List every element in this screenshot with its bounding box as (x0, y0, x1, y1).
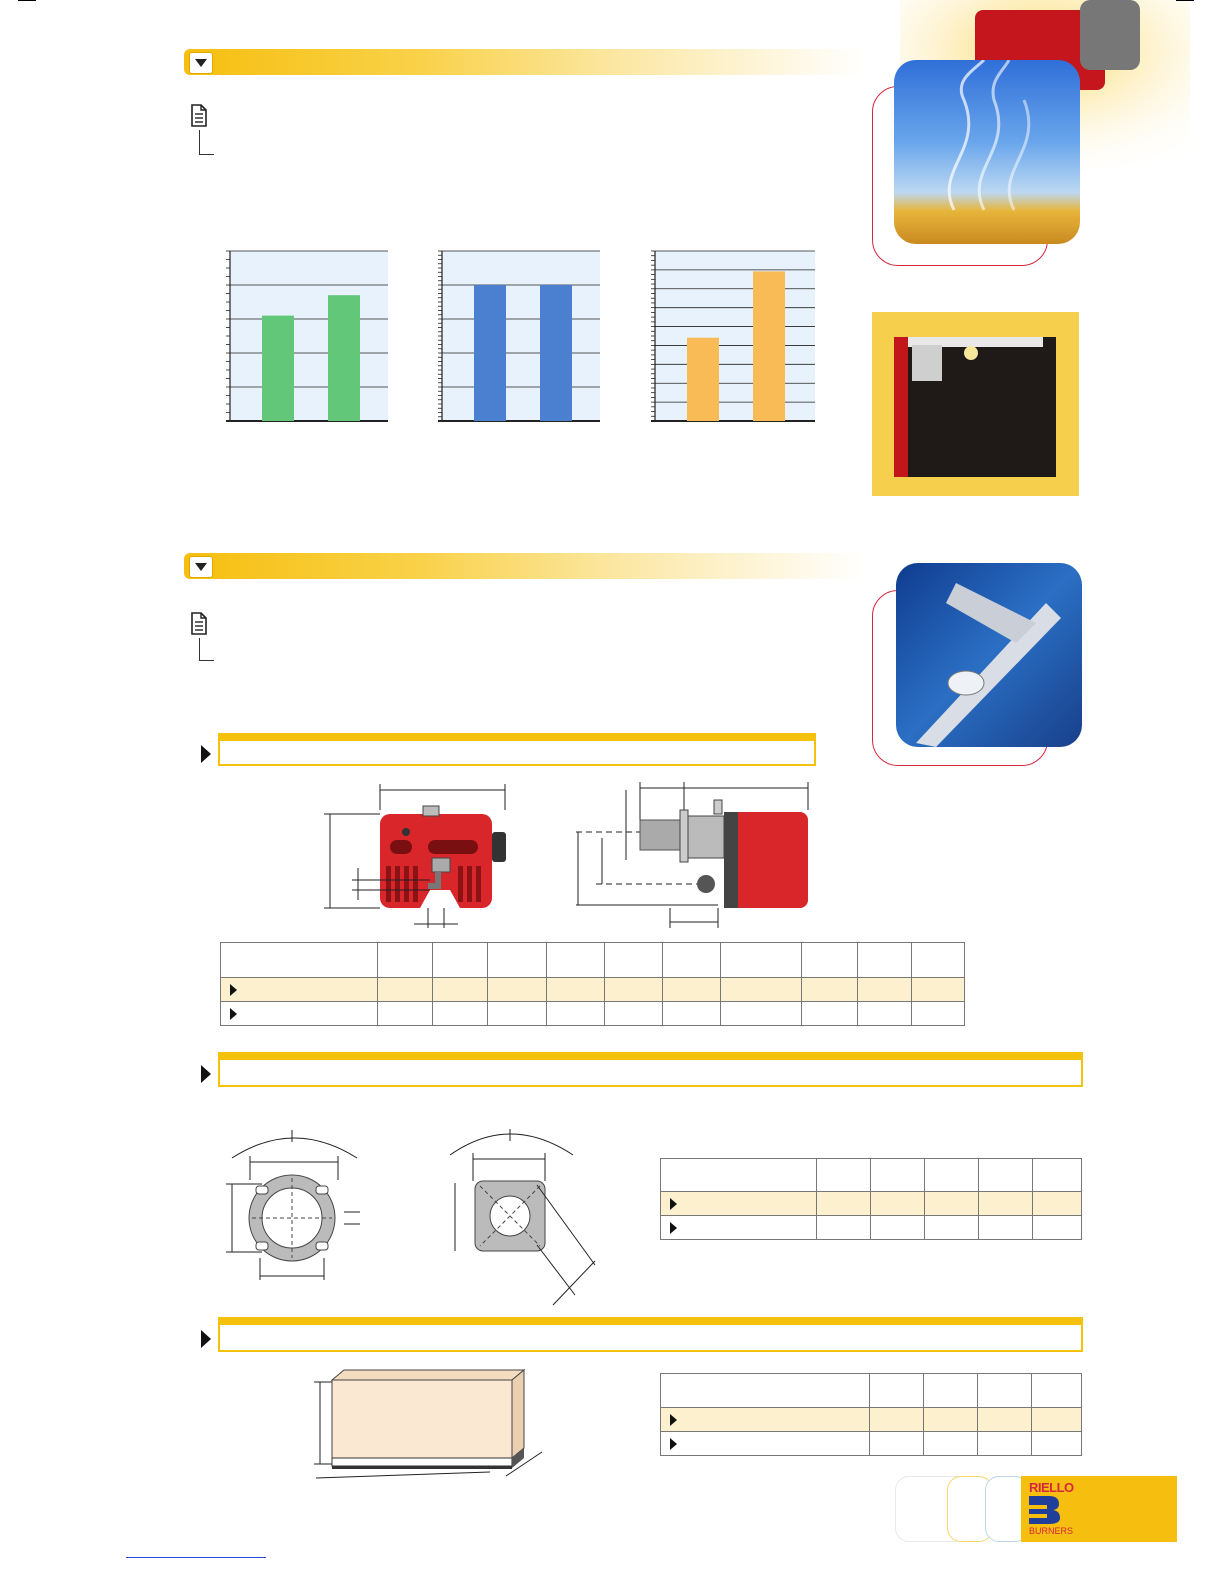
triangle-bullet-icon (230, 1008, 237, 1020)
caliper-photo (896, 563, 1082, 747)
brand-logo-bottom: BURNERS (1029, 1526, 1074, 1536)
section-header-dimensions (184, 553, 864, 579)
table-row (661, 1408, 1082, 1432)
table-row (661, 1216, 1082, 1240)
chart-3 (645, 245, 817, 425)
plot-area (230, 251, 388, 421)
boiler-panel-photo (872, 312, 1079, 496)
document-icon (190, 104, 208, 128)
boiler-plate-drawing-round (222, 1128, 367, 1283)
footer-link-underline (126, 1557, 266, 1558)
packaging-box-drawing (310, 1368, 550, 1483)
brand-logo-top: RIELLO (1029, 1480, 1074, 1495)
table-header-row (661, 1159, 1082, 1192)
table-row (661, 1432, 1082, 1456)
footer-tabs (895, 1476, 1177, 1542)
caliper-shape (896, 563, 1082, 747)
packaging-table (660, 1373, 1082, 1456)
document-connector (199, 130, 214, 155)
chart-2 (432, 245, 602, 425)
subsection-bar-packaging (218, 1317, 1083, 1352)
bar (328, 295, 360, 421)
triangle-bullet-icon (230, 984, 237, 996)
bar (540, 285, 572, 421)
boiler-plate-drawing-square (445, 1125, 600, 1310)
triangle-bullet-icon (670, 1198, 677, 1210)
table-row (661, 1192, 1082, 1216)
bar (687, 338, 719, 421)
section-header-emissions (184, 49, 864, 75)
sky-field-photo (894, 60, 1080, 244)
triangle-bullet-icon (201, 1065, 211, 1083)
document-connector (199, 638, 214, 661)
brand-logo-mark (1027, 1494, 1063, 1526)
boiler-plate-table (660, 1158, 1082, 1240)
triangle-bullet-icon (670, 1222, 677, 1234)
bar (474, 285, 506, 421)
boiler-light (964, 346, 978, 360)
subsection-bar-boiler-plate (218, 1052, 1083, 1087)
chart-1 (220, 245, 390, 425)
triangle-bullet-icon (670, 1414, 677, 1426)
burner-dimensions-table (220, 942, 965, 1026)
corner-tick-right (1176, 0, 1194, 1)
burner-side-drawing (568, 780, 813, 930)
bar (753, 271, 785, 421)
boiler-bracket (912, 345, 942, 381)
plot-area (442, 251, 600, 421)
table-row (221, 1002, 965, 1026)
triangle-bullet-icon (201, 745, 211, 763)
table-header-row (221, 943, 965, 978)
bar (262, 316, 294, 421)
section-toggle-button[interactable] (189, 52, 213, 74)
subsection-bar-burner (218, 733, 816, 766)
burner-front-drawing (320, 780, 520, 930)
document-icon (190, 612, 208, 636)
table-header-row (661, 1374, 1082, 1408)
corner-tick-left (18, 0, 36, 1)
table-row (221, 978, 965, 1002)
smoke-swirls (894, 60, 1080, 244)
triangle-bullet-icon (670, 1438, 677, 1450)
plot-area (655, 251, 815, 421)
triangle-bullet-icon (201, 1330, 211, 1348)
section-toggle-button-2[interactable] (189, 556, 213, 578)
